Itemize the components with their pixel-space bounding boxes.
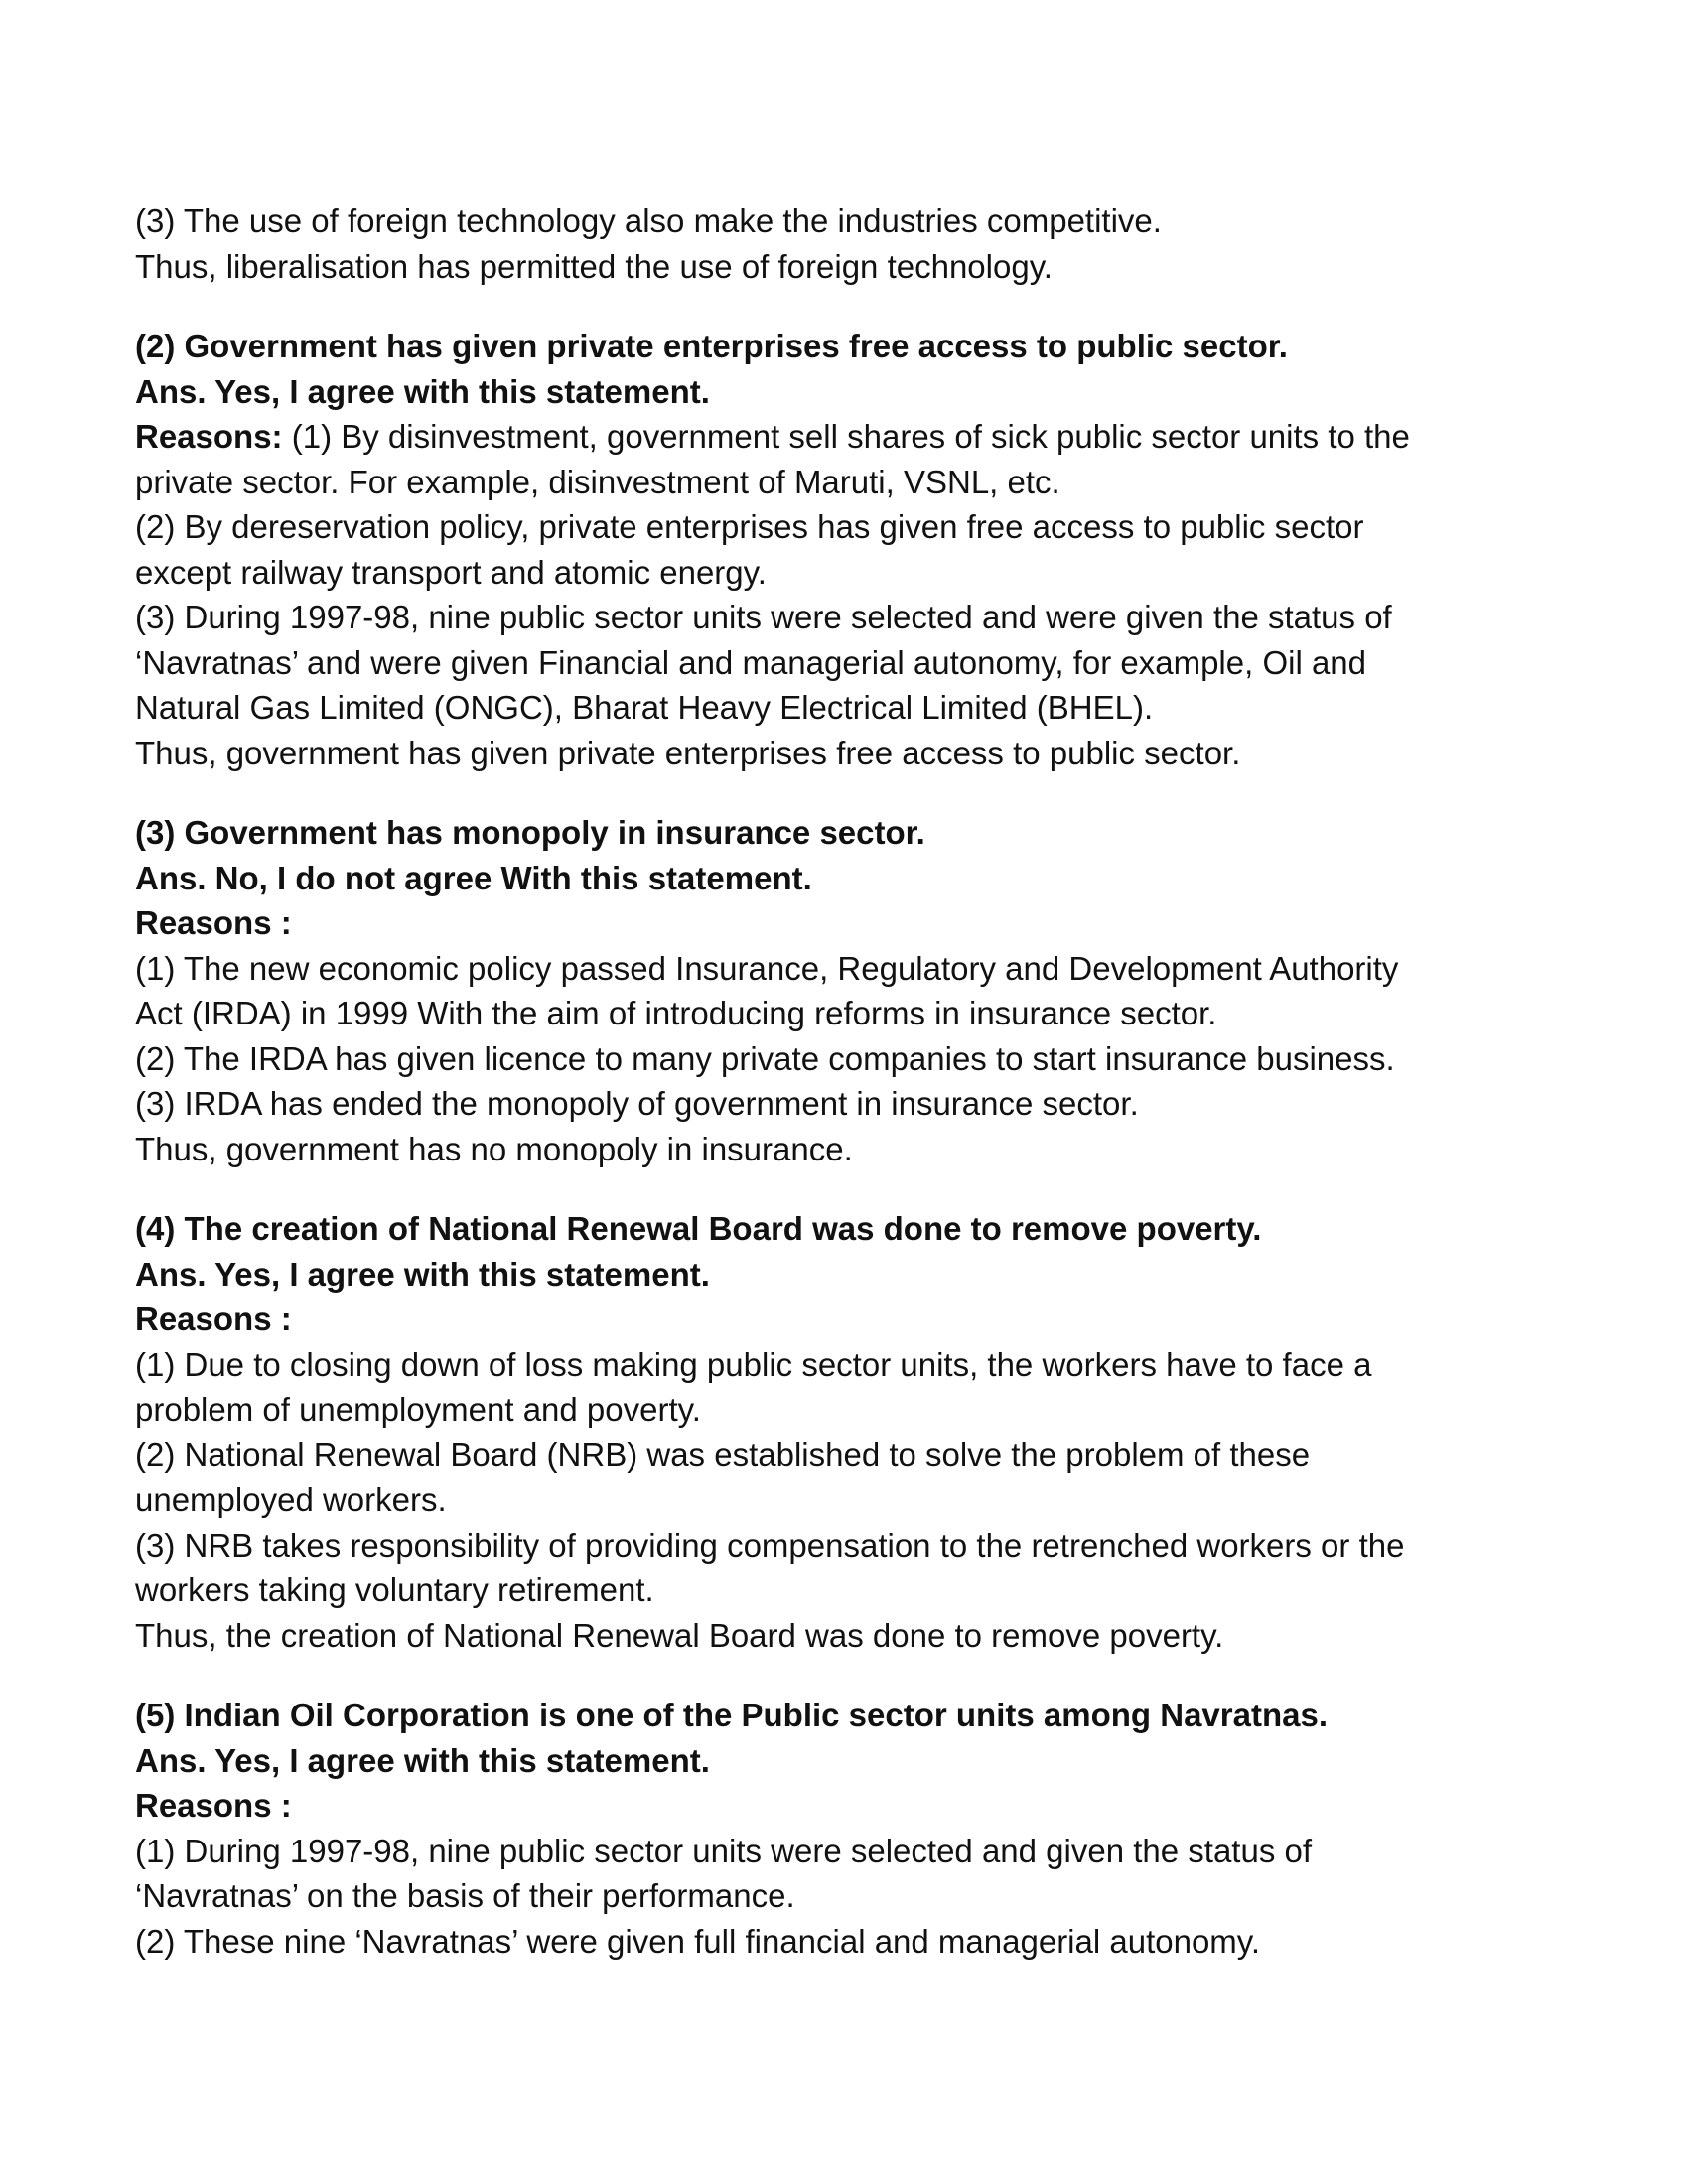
reason-line: problem of unemployment and poverty. bbox=[135, 1391, 701, 1428]
reason-line: (1) Due to closing down of loss making public sector units, the workers have to face a bbox=[135, 1345, 1372, 1383]
question-heading: (4) The creation of National Renewal Board was done to remove poverty. bbox=[135, 1210, 1262, 1247]
reason-line: (2) The IRDA has given licence to many private companies to start insurance business. bbox=[135, 1039, 1395, 1077]
reason-line: (2) These nine ‘Navratnas’ were given full financial and managerial autonomy. bbox=[135, 1922, 1261, 1960]
reason-line: unemployed workers. bbox=[135, 1481, 447, 1518]
reason-line: except railway transport and atomic energy. bbox=[135, 553, 767, 591]
reasons-label: Reasons : bbox=[135, 1300, 292, 1337]
reason-line: (1) During 1997-98, nine public sector units were selected and given the status of bbox=[135, 1832, 1313, 1869]
reason-line: (3) NRB takes responsibility of providing compensation to the retrenched workers or the bbox=[135, 1526, 1405, 1564]
section-spacer bbox=[135, 1171, 1565, 1206]
reason-line: Act (IRDA) in 1999 With the aim of introducing reforms in insurance sector. bbox=[135, 995, 1217, 1031]
reason-text: (1) By disinvestment, government sell shares of sick public sector units to the bbox=[282, 418, 1410, 455]
answer-line: Ans. Yes, I agree with this statement. bbox=[135, 1255, 710, 1293]
intro-section bbox=[135, 199, 1565, 289]
intro-line: Thus, liberalisation has permitted the use of foreign technology. bbox=[135, 247, 1053, 285]
question-heading: (5) Indian Oil Corporation is one of the Public sector units among Navratnas. bbox=[135, 1697, 1328, 1733]
section-spacer bbox=[135, 289, 1565, 324]
reason-line: ‘Navratnas’ and were given Financial and managerial autonomy, for example, Oil and bbox=[135, 643, 1366, 681]
question-heading: (2) Government has given private enterprises free access to public sector. bbox=[135, 328, 1288, 364]
reason-line: (3) IRDA has ended the monopoly of government in insurance sector. bbox=[135, 1085, 1139, 1122]
conclusion-line: Thus, government has given private enterprises free access to public sector. bbox=[135, 734, 1241, 771]
question-2-section bbox=[135, 324, 1565, 775]
reason-line: ‘Navratnas’ on the basis of their performance. bbox=[135, 1877, 795, 1914]
reasons-label: Reasons: bbox=[135, 418, 283, 455]
reason-line: private sector. For example, disinvestment of Maruti, VSNL, etc. bbox=[135, 463, 1060, 500]
question-heading: (3) Government has monopoly in insurance sector. bbox=[135, 814, 925, 851]
reason-line: (2) National Renewal Board (NRB) was established to solve the problem of these bbox=[135, 1435, 1311, 1473]
conclusion-line: Thus, government has no monopoly in insurance. bbox=[135, 1130, 853, 1167]
answer-line: Ans. Yes, I agree with this statement. bbox=[135, 372, 710, 410]
reason-line: (2) By dereservation policy, private enterprises has given free access to public sector bbox=[135, 508, 1364, 545]
intro-line: (3) The use of foreign technology also make the industries competitive. bbox=[135, 203, 1162, 239]
reason-line: workers taking voluntary retirement. bbox=[135, 1571, 654, 1608]
reasons-label: Reasons : bbox=[135, 904, 292, 941]
document-page bbox=[135, 199, 1565, 1964]
reason-line: (1) The new economic policy passed Insurance, Regulatory and Development Authority bbox=[135, 949, 1399, 987]
section-spacer bbox=[135, 775, 1565, 810]
reason-line bbox=[135, 414, 1565, 460]
reason-line: (3) During 1997-98, nine public sector units were selected and were given the status of bbox=[135, 599, 1392, 635]
reason-line: Natural Gas Limited (ONGC), Bharat Heavy Electrical Limited (BHEL). bbox=[135, 689, 1154, 726]
question-5-section bbox=[135, 1693, 1565, 1964]
question-3-section bbox=[135, 810, 1565, 1171]
reasons-label: Reasons : bbox=[135, 1787, 292, 1824]
section-spacer bbox=[135, 1658, 1565, 1693]
answer-line: Ans. No, I do not agree With this statement. bbox=[135, 859, 812, 896]
answer-line: Ans. Yes, I agree with this statement. bbox=[135, 1741, 710, 1779]
conclusion-line: Thus, the creation of National Renewal Board was done to remove poverty. bbox=[135, 1616, 1224, 1654]
question-4-section bbox=[135, 1206, 1565, 1658]
